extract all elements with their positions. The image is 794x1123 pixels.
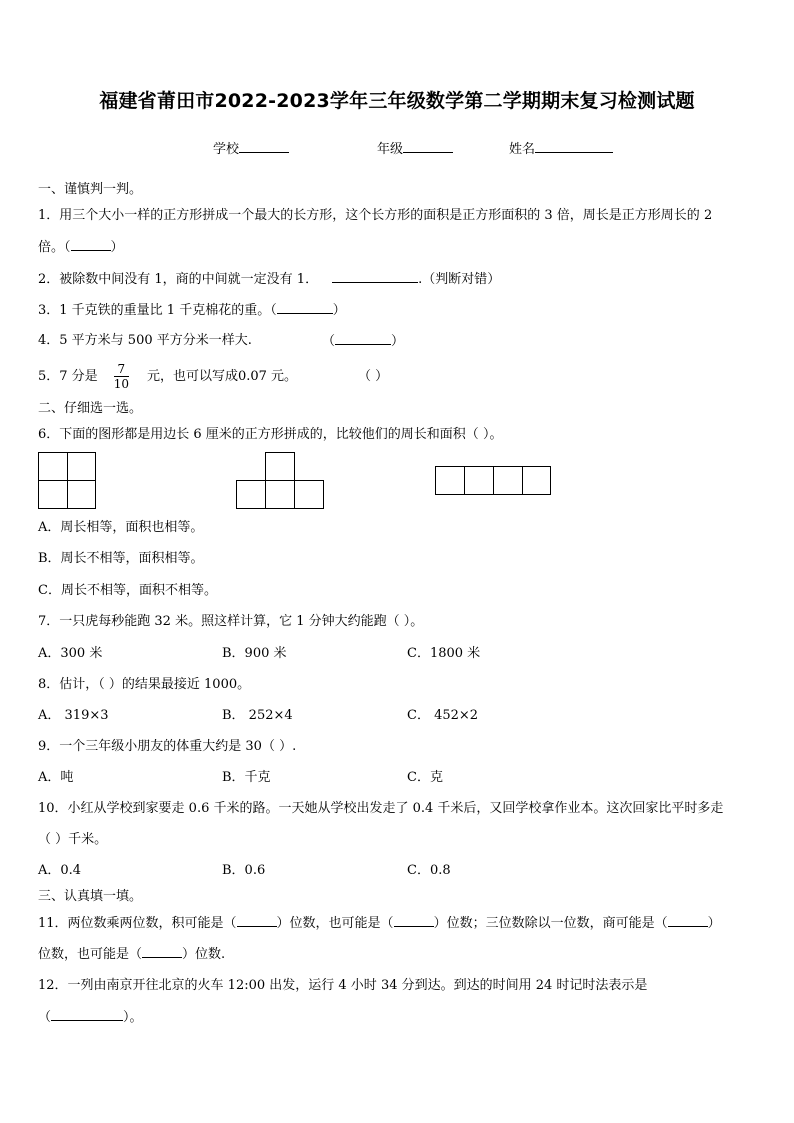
name-label: 姓名 bbox=[509, 142, 536, 157]
figure-cell bbox=[464, 466, 494, 495]
q11-text-b: ）位数，也可能是（ bbox=[276, 916, 394, 931]
section-1-heading: 一、谨慎判一判。 bbox=[38, 182, 143, 197]
grade-label: 年级 bbox=[377, 142, 404, 157]
q12-open: （ bbox=[38, 1010, 52, 1025]
q2-line bbox=[38, 270, 500, 289]
q11-blank-1 bbox=[237, 914, 277, 927]
q5-fraction bbox=[114, 362, 129, 391]
q11-blank-2 bbox=[394, 914, 434, 927]
q3-line bbox=[38, 301, 346, 320]
q2-text: 2．被除数中间没有 1，商的中间就一定没有 1． bbox=[38, 272, 319, 287]
q4-text: 4．5 平方米与 500 平方分米一样大. bbox=[38, 333, 252, 348]
q9-option-b: B．千克 bbox=[222, 770, 271, 785]
figure-cell bbox=[294, 480, 324, 509]
q4-answer-blank bbox=[335, 332, 391, 345]
q9-option-c: C．克 bbox=[407, 770, 443, 785]
q11-line1 bbox=[38, 914, 721, 933]
section-3-heading: 三、认真填一填。 bbox=[38, 889, 143, 904]
q8-text: 8．估计，（ ）的结果最接近 1000。 bbox=[38, 677, 251, 692]
q8-option-b: B． 252×4 bbox=[222, 708, 293, 723]
figure-cell bbox=[265, 480, 295, 509]
q3-suffix: ） bbox=[332, 303, 346, 318]
q6-option-b: B．周长不相等，面积相等。 bbox=[38, 551, 204, 566]
q11-text-f: ）位数. bbox=[182, 947, 226, 962]
q11-text-c: ）位数；三位数除以一位数，商可能是（ bbox=[433, 916, 668, 931]
q12-line1: 12．一列由南京开往北京的火车 12:00 出发，运行 4 小时 34 分到达。到达的时间用 24 时记时法表示是 bbox=[38, 978, 648, 993]
q5-text-a: 5．7 分是 bbox=[38, 369, 98, 384]
school-blank bbox=[239, 140, 289, 153]
school-label: 学校 bbox=[213, 142, 240, 157]
q11-blank-4 bbox=[142, 945, 182, 958]
q2-tail: .（判断对错） bbox=[418, 272, 501, 287]
grade-blank bbox=[403, 140, 453, 153]
school-field bbox=[213, 140, 289, 159]
q4-open: （ bbox=[322, 334, 336, 349]
name-field bbox=[509, 140, 613, 159]
figure-cell bbox=[236, 480, 266, 509]
q9-option-a: A．吨 bbox=[38, 770, 74, 785]
q10-option-b: B．0.6 bbox=[222, 863, 266, 878]
q1-suffix: ） bbox=[110, 240, 124, 255]
figure-cell bbox=[435, 466, 465, 495]
q6-option-c: C．周长不相等，面积不相等。 bbox=[38, 583, 217, 598]
q5-numerator: 7 bbox=[114, 362, 129, 377]
figure-cell bbox=[493, 466, 523, 495]
q11-line2 bbox=[38, 945, 225, 964]
q3-text: 3．1 千克铁的重量比 1 千克棉花的重。（ bbox=[38, 303, 277, 318]
q8-option-c: C． 452×2 bbox=[407, 708, 479, 723]
q7-option-c: C．1800 米 bbox=[407, 646, 481, 661]
q5-text-b: 元，也可以写成0.07 元。 bbox=[146, 369, 298, 384]
q5-answer-paren: （ ） bbox=[358, 369, 389, 384]
q5-denominator: 10 bbox=[113, 377, 129, 391]
q1-line1: 1．用三个大小一样的正方形拼成一个最大的长方形，这个长方形的面积是正方形面积的 3 倍，周长是正方形周长的 2 bbox=[38, 208, 713, 223]
q12-close: ）。 bbox=[123, 1010, 143, 1025]
grade-field bbox=[377, 140, 453, 159]
q6-text: 6．下面的图形都是用边长 6 厘米的正方形拼成的，比较他们的周长和面积（ ）。 bbox=[38, 427, 503, 442]
q8-option-a: A． 319×3 bbox=[38, 708, 109, 723]
q12-answer-blank bbox=[51, 1008, 123, 1021]
q1-prefix: 倍。（ bbox=[38, 240, 71, 255]
q7-option-a: A．300 米 bbox=[38, 646, 103, 661]
figure-cell bbox=[38, 480, 68, 509]
q10-option-c: C．0.8 bbox=[407, 863, 451, 878]
q7-text: 7．一只虎每秒能跑 32 米。照这样计算，它 1 分钟大约能跑（ ）。 bbox=[38, 614, 424, 629]
q6-option-a: A．周长相等，面积也相等。 bbox=[38, 520, 204, 535]
q12-line2 bbox=[38, 1008, 143, 1027]
figure-cell bbox=[265, 452, 295, 481]
q10-line2: （ ）千米。 bbox=[38, 832, 108, 847]
q1-line2 bbox=[38, 238, 124, 257]
q7-option-b: B．900 米 bbox=[222, 646, 287, 661]
page-title: 福建省莆田市2022-2023学年三年级数学第二学期期末复习检测试题 bbox=[99, 90, 695, 112]
q11-text-e: 位数，也可能是（ bbox=[38, 947, 143, 962]
name-blank bbox=[535, 140, 613, 153]
q4-close: ） bbox=[391, 334, 405, 349]
figure-cell bbox=[38, 452, 68, 481]
q11-text-a: 11．两位数乘两位数，积可能是（ bbox=[38, 916, 237, 931]
figure-cell bbox=[67, 480, 96, 509]
q4-paren bbox=[322, 332, 404, 351]
q11-blank-3 bbox=[668, 914, 708, 927]
q1-answer-blank bbox=[71, 238, 111, 251]
q9-text: 9．一个三年级小朋友的体重大约是 30（ ）. bbox=[38, 739, 297, 754]
q10-line1: 10．小红从学校到家要走 0.6 千米的路。一天她从学校出发走了 0.4 千米后，又回学校拿作业本。这次回家比平时多走 bbox=[38, 801, 724, 816]
q3-answer-blank bbox=[277, 301, 333, 314]
q11-text-d: ） bbox=[707, 916, 721, 931]
figure-cell bbox=[67, 452, 96, 481]
section-2-heading: 二、仔细选一选。 bbox=[38, 401, 143, 416]
q10-option-a: A．0.4 bbox=[38, 863, 82, 878]
figure-cell bbox=[522, 466, 551, 495]
q2-answer-blank bbox=[332, 270, 418, 283]
q5-line bbox=[38, 360, 297, 394]
